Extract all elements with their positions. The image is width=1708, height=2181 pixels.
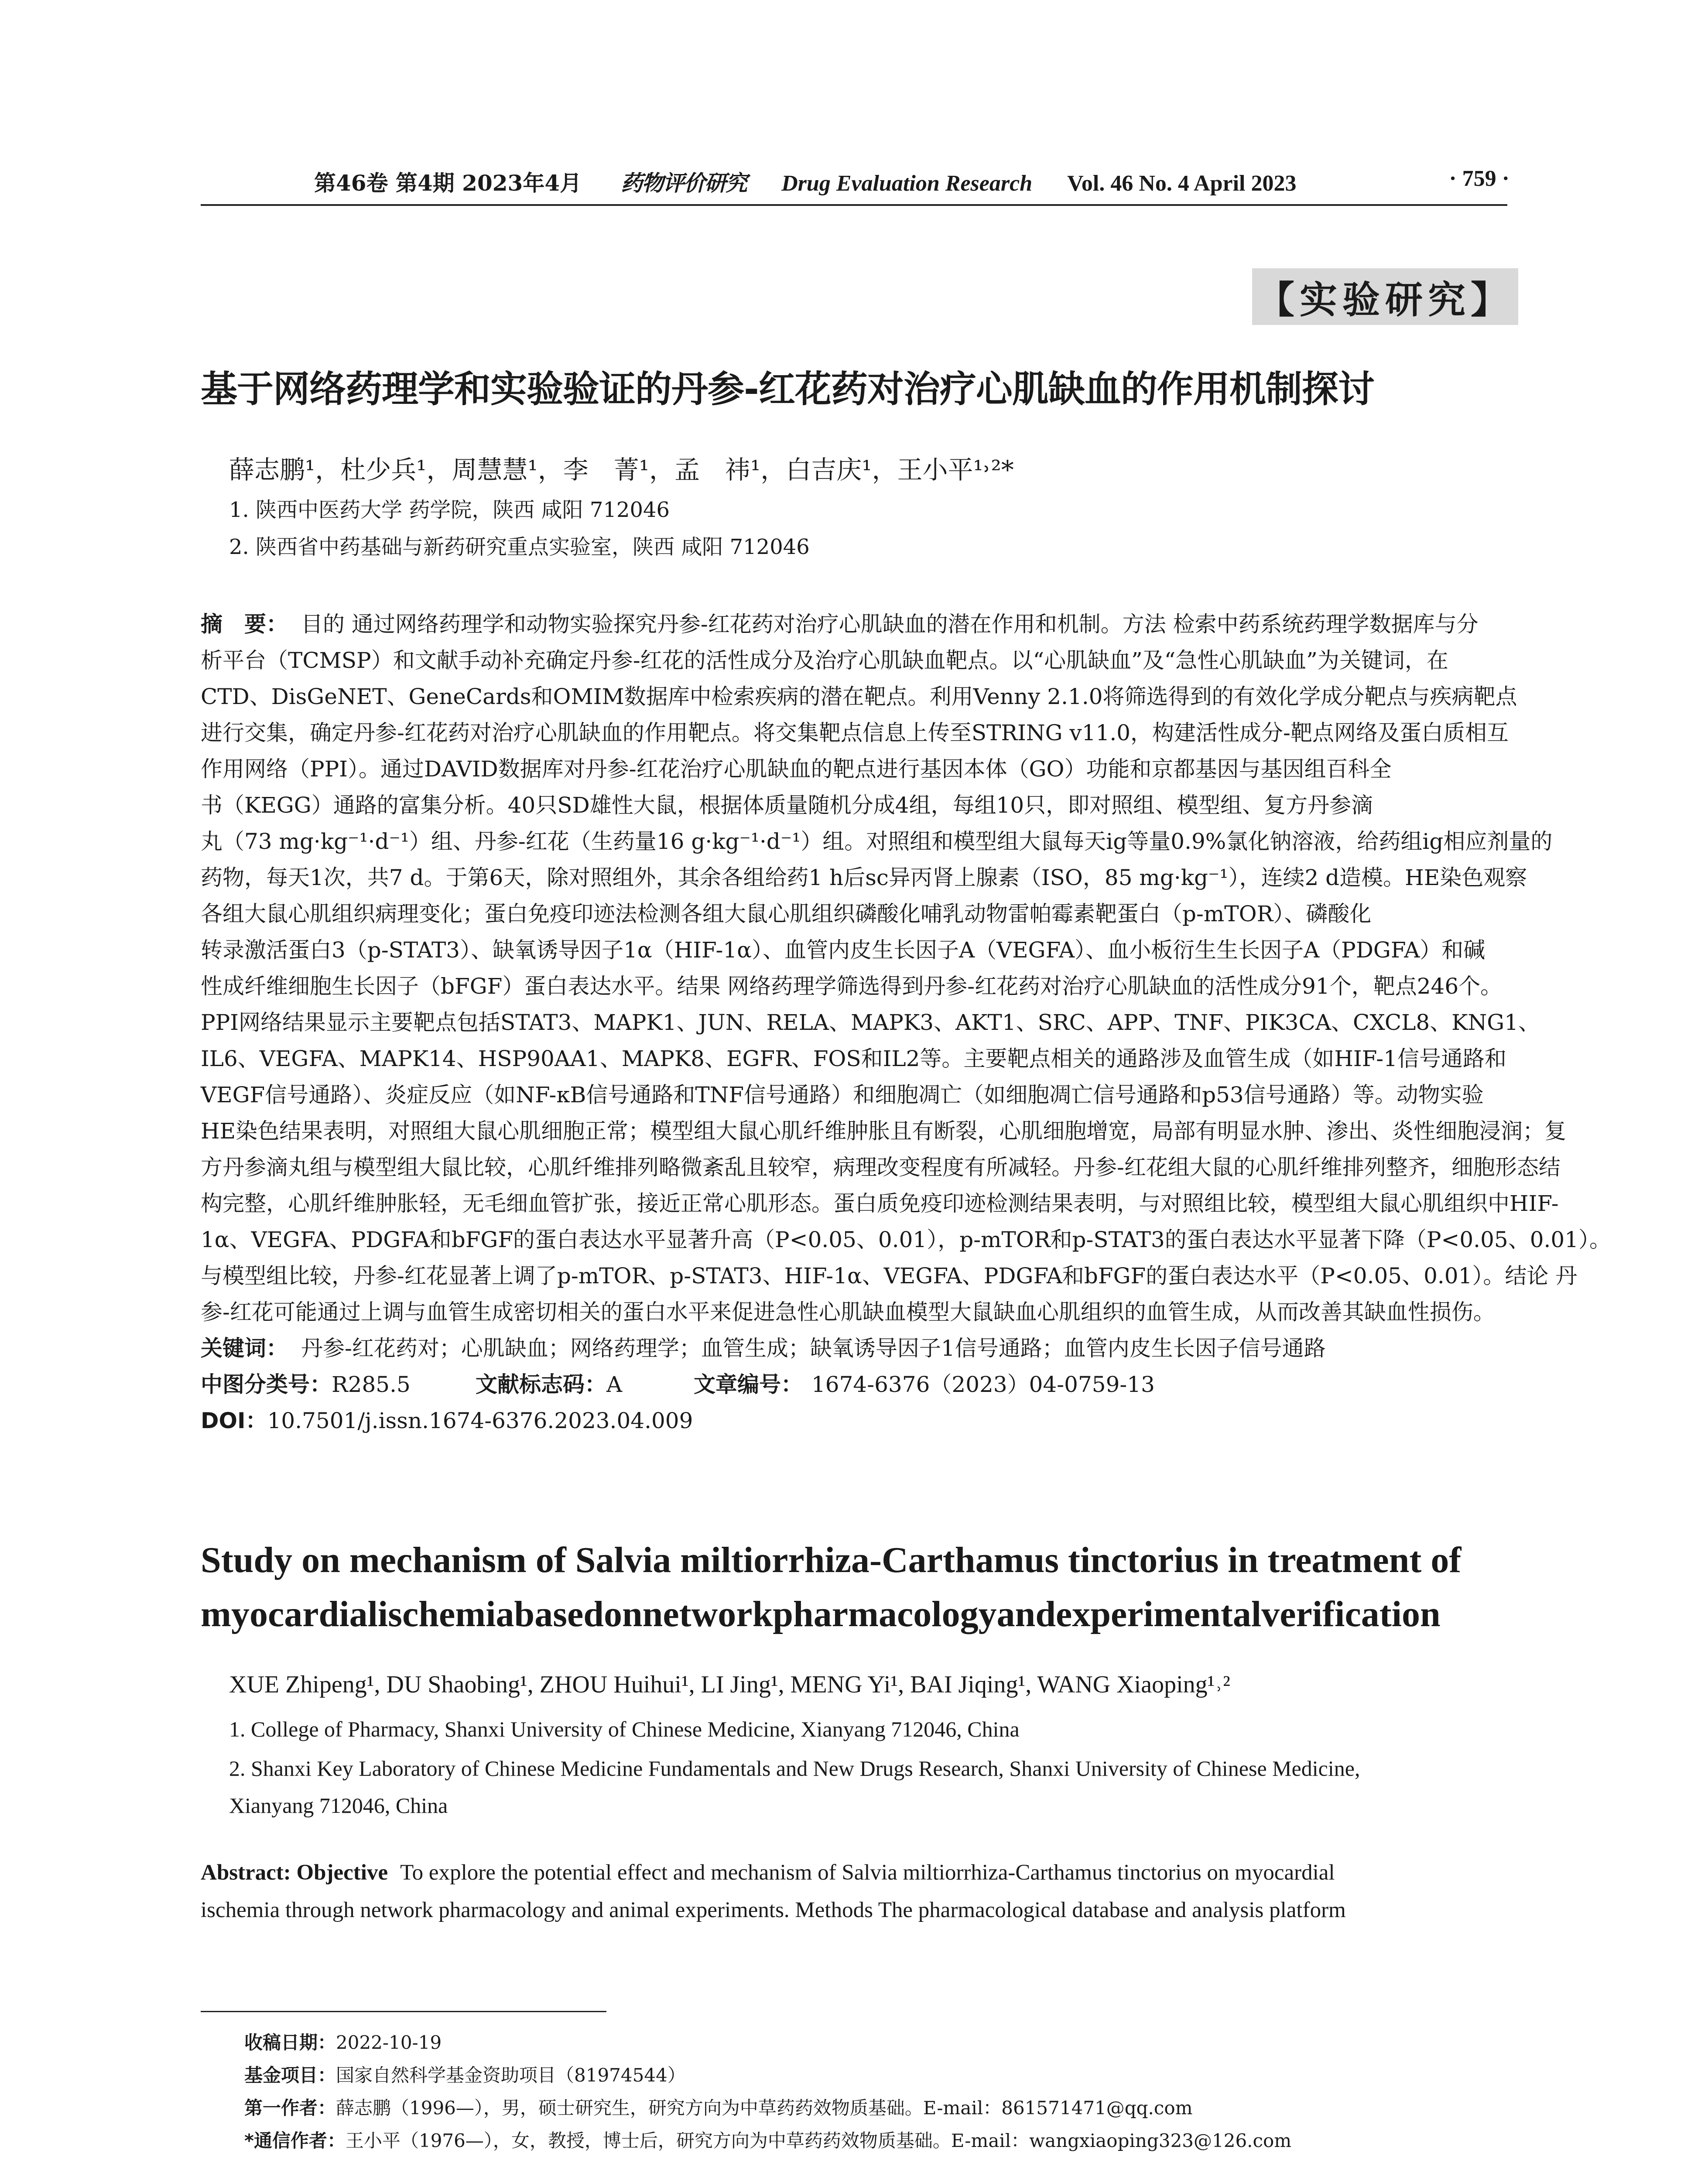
footnote-label: 收稿日期： (244, 2032, 336, 2053)
abstract-cn-line: 构完整，心肌纤维肿胀轻，无毛细血管扩张，接近正常心肌形态。蛋白质免疫印迹检测结果表明，与对照组比较，模型组大鼠心肌组织中HIF- (201, 1191, 1559, 1216)
affiliation-cn-2: 2. 陕西省中药基础与新药研究重点实验室，陕西 咸阳 712046 (229, 535, 810, 559)
footnote-label: *通信作者： (244, 2130, 346, 2151)
affiliation-en-1: 1. College of Pharmacy, Shanxi University of Chinese Medicine, Xianyang 712046, China (229, 1717, 1020, 1741)
doc-code-value: A (606, 1372, 623, 1397)
abstract-cn-label: 摘 要： (201, 612, 288, 637)
abstract-cn-line: PPI网络结果显示主要靶点包括STAT3、MAPK1、JUN、RELA、MAPK3、AKT1、SRC、APP、TNF、PIK3CA、CXCL8、KNG1、 (201, 1010, 1540, 1035)
abstract-cn-line: 丸（73 mg·kg⁻¹·d⁻¹）组、丹参-红花（生药量16 g·kg⁻¹·d⁻¹）组。对照组和模型组大鼠每天ig等量0.9%氯化钠溶液，给药组ig相应剂量的 (201, 829, 1553, 854)
abstract-cn-line: IL6、VEGFA、MAPK14、HSP90AA1、MAPK8、EGFR、FOS和IL2等。主要靶点相关的通路涉及血管生成（如HIF-1信号通路和 (201, 1046, 1506, 1071)
abstract-cn-line: CTD、DisGeNET、GeneCards和OMIM数据库中检索疾病的潜在靶点。利用Venny 2.1.0将筛选得到的有效化学成分靶点与疾病靶点 (201, 684, 1517, 709)
footnote-received (244, 2028, 442, 2055)
footnote-text: 薛志鹏（1996—），男，硕士研究生，研究方向为中草药药效物质基础。E-mail：861571471@qq.com (336, 2097, 1193, 2119)
abstract-cn-line: 各组大鼠心肌组织病理变化；蛋白免疫印迹法检测各组大鼠心肌组织磷酸化哺乳动物雷帕霉素靶蛋白（p-mTOR）、磷酸化 (201, 901, 1372, 926)
title-en (201, 1533, 1509, 1641)
affiliation-en-3: Xianyang 712046, China (229, 1793, 448, 1818)
title-en-line: Study on mechanism of Salvia miltiorrhiza-Carthamus tinctorius in treatment of (201, 1540, 1462, 1580)
authors-cn: 薛志鹏¹，杜少兵¹，周慧慧¹，李 菁¹，孟 祎¹，白吉庆¹，王小平¹˒²* (229, 455, 1014, 485)
abstract-cn-line: 性成纤维细胞生长因子（bFGF）蛋白表达水平。结果 网络药理学筛选得到丹参-红花药对治疗心肌缺血的活性成分91个，靶点246个。 (201, 974, 1503, 999)
affiliation-en-2: 2. Shanxi Key Laboratory of Chinese Medicine Fundamentals and New Drugs Research, Shanxi University of Chinese Medicine, (229, 1756, 1360, 1781)
doi-label: DOI： (201, 1408, 267, 1433)
abstract-en-line: ischemia through network pharmacology and animal experiments. Methods The pharmacological database and analysis platform (201, 1898, 1346, 1922)
header-volume-cn: 第46卷 第4期 2023年4月 (314, 170, 582, 196)
abstract-cn-line: 药物，每天1次，共7 d。于第6天，除对照组外，其余各组给药1 h后sc异丙肾上腺素（ISO，85 mg·kg⁻¹），连续2 d造模。HE染色观察 (201, 865, 1527, 890)
affiliation-cn-1: 1. 陕西中医药大学 药学院，陕西 咸阳 712046 (229, 498, 670, 522)
header-volume-en: Vol. 46 No. 4 April 2023 (1067, 171, 1297, 196)
abstract-en-label: Abstract: Objective (201, 1860, 388, 1885)
footnote-label: 第一作者： (244, 2097, 336, 2119)
header-journal-en: Drug Evaluation Research (781, 171, 1033, 196)
footnote-text: 2022-10-19 (336, 2032, 442, 2053)
abstract-cn-line: VEGF信号通路）、炎症反应（如NF-κB信号通路和TNF信号通路）和细胞凋亡（如细胞凋亡信号通路和p53信号通路）等。动物实验 (201, 1082, 1484, 1108)
keywords-cn-label: 关键词： (201, 1336, 288, 1361)
doc-code-label: 文献标志码： (476, 1372, 606, 1397)
doi-row (201, 1403, 1507, 1439)
abstract-en (201, 1854, 1509, 1929)
section-tag: 【实验研究】 (1252, 268, 1518, 325)
classification-row (201, 1367, 1507, 1403)
abstract-cn-line: 转录激活蛋白3（p-STAT3）、缺氧诱导因子1α（HIF-1α）、血管内皮生长因子A（VEGFA）、血小板衍生生长因子A（PDGFA）和碱 (201, 937, 1486, 963)
keywords-cn: 丹参-红花药对；心肌缺血；网络药理学；血管生成；缺氧诱导因子1信号通路；血管内皮生长因子信号通路 (301, 1336, 1326, 1361)
footnote-funding (244, 2061, 686, 2087)
page-number: · 759 · (1449, 166, 1509, 191)
abstract-cn-line: 1α、VEGFA、PDGFA和bFGF的蛋白表达水平显著升高（P<0.05、0.01），p-mTOR和p-STAT3的蛋白表达水平显著下降（P<0.05、0.01）。 (201, 1227, 1612, 1252)
footnote-corresponding (244, 2126, 1291, 2153)
clc-label: 中图分类号： (201, 1372, 332, 1397)
abstract-cn-line: 目的 通过网络药理学和动物实验探究丹参-红花药对治疗心肌缺血的潜在作用和机制。方法 检索中药系统药理学数据库与分 (301, 612, 1479, 637)
title-en-line: myocardialischemiabasedonnetworkpharmacologyandexperimentalverification (201, 1594, 1441, 1634)
running-header (201, 166, 1509, 201)
footnote-label: 基金项目： (244, 2065, 336, 2086)
header-divider (201, 204, 1507, 206)
footnote-first-author (244, 2094, 1193, 2120)
footnote-text: 王小平（1976—），女，教授，博士后，研究方向为中草药药效物质基础。E-mail：wangxiaoping323@126.com (345, 2130, 1292, 2151)
article-no-label: 文章编号： (694, 1372, 803, 1397)
abstract-cn-line: 析平台（TCMSP）和文献手动补充确定丹参-红花的活性成分及治疗心肌缺血靶点。以“心肌缺血”及“急性心肌缺血”为关键词，在 (201, 648, 1448, 673)
abstract-cn-line: 参-红花可能通过上调与血管生成密切相关的蛋白水平来促进急性心肌缺血模型大鼠缺血心肌组织的血管生成，从而改善其缺血性损伤。 (201, 1299, 1495, 1325)
journal-logo: 药物评价研究 (621, 170, 747, 196)
abstract-cn-line: 与模型组比较，丹参-红花显著上调了p-mTOR、p-STAT3、HIF-1α、VEGFA、PDGFA和bFGF的蛋白表达水平（P<0.05、0.01）。结论 丹 (201, 1263, 1578, 1289)
title-cn: 基于网络药理学和实验验证的丹参-红花药对治疗心肌缺血的作用机制探讨 (201, 368, 1374, 410)
authors-en: XUE Zhipeng¹, DU Shaobing¹, ZHOU Huihui¹, LI Jing¹, MENG Yi¹, BAI Jiqing¹, WANG Xiaoping¹˒² (229, 1671, 1230, 1698)
abstract-cn-line: HE染色结果表明，对照组大鼠心肌细胞正常；模型组大鼠心肌纤维肿胀且有断裂，心肌细胞增宽，局部有明显水肿、渗出、炎性细胞浸润；复 (201, 1118, 1567, 1144)
abstract-cn (201, 606, 1612, 1439)
clc-value: R285.5 (332, 1372, 411, 1397)
footnote-text: 国家自然科学基金资助项目（81974544） (336, 2065, 686, 2086)
footnote-divider (201, 2011, 606, 2012)
abstract-cn-line: 进行交集，确定丹参-红花药对治疗心肌缺血的作用靶点。将交集靶点信息上传至STRING v11.0，构建活性成分-靶点网络及蛋白质相互 (201, 720, 1509, 745)
abstract-cn-line: 作用网络（PPI）。通过DAVID数据库对丹参-红花治疗心肌缺血的靶点进行基因本体（GO）功能和京都基因与基因组百科全 (201, 756, 1392, 782)
article-no-value: 1674-6376（2023）04-0759-13 (811, 1372, 1155, 1397)
doi-value: 10.7501/j.issn.1674-6376.2023.04.009 (267, 1408, 693, 1433)
abstract-en-line: To explore the potential effect and mechanism of Salvia miltiorrhiza-Carthamus tinctorius on myocardial (400, 1860, 1335, 1885)
abstract-cn-line: 方丹参滴丸组与模型组大鼠比较，心肌纤维排列略微紊乱且较窄，病理改变程度有所减轻。丹参-红花组大鼠的心肌纤维排列整齐，细胞形态结 (201, 1155, 1561, 1180)
abstract-cn-line: 书（KEGG）通路的富集分析。40只SD雄性大鼠，根据体质量随机分成4组，每组10只，即对照组、模型组、复方丹参滴 (201, 793, 1373, 818)
